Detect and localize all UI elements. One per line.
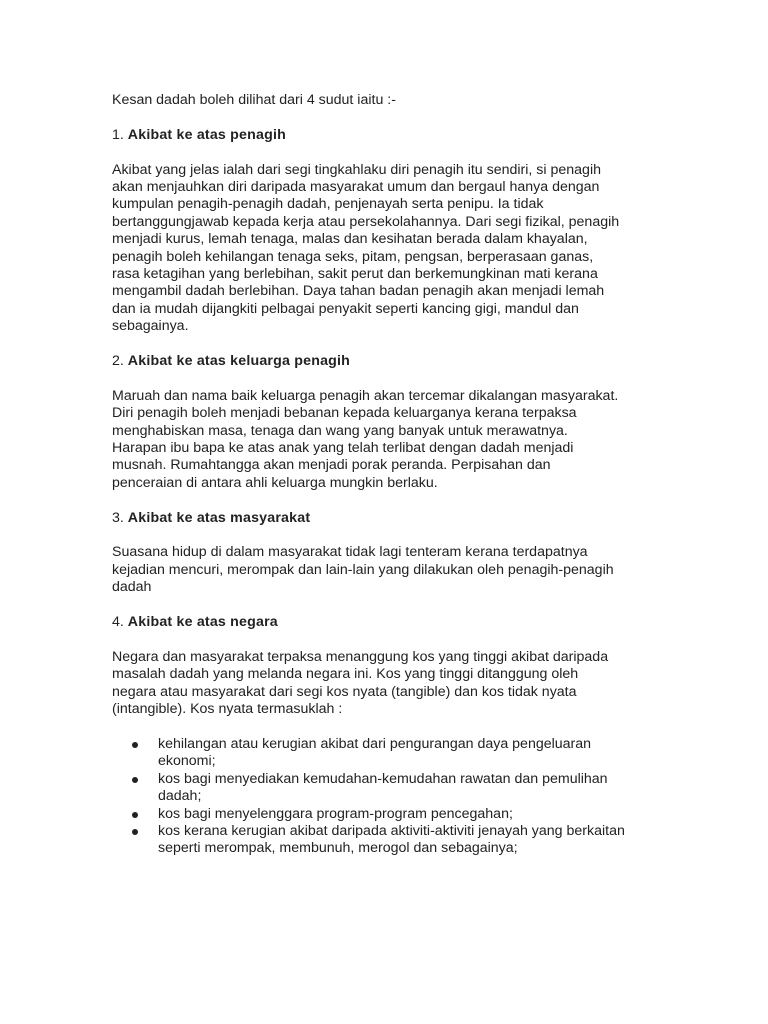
list-item-text: kos bagi menyelenggara program-program pencegahan; bbox=[158, 805, 513, 822]
document-content bbox=[112, 92, 672, 858]
list-item bbox=[112, 771, 672, 806]
section-heading-1 bbox=[112, 127, 672, 144]
section-title: Akibat ke atas penagih bbox=[127, 126, 286, 143]
section-number: 2. bbox=[112, 353, 124, 370]
spacer bbox=[112, 631, 672, 648]
list-item-text: kos kerana kerugian akibat daripada aktiviti-aktiviti jenayah yang berkaitan seperti merompak, membunuh, merogol dan sebagainya; bbox=[158, 822, 625, 857]
cost-bullet-list bbox=[112, 736, 672, 858]
spacer bbox=[112, 527, 672, 544]
bullet-icon bbox=[132, 829, 138, 835]
list-item bbox=[112, 823, 672, 858]
section-body-1: Akibat yang jelas ialah dari segi tingkahlaku diri penagih itu sendiri, si penagih akan menjauhkan diri daripada masyarakat umum dan bergaul hanya dengan kumpulan penagih-penagih dadah, penjenayah serta penipu. Ia tidak bertanggungjawab kepada kerja atau persekolahannya. Dari segi fizikal, penagih menjadi kurus, lemah tenaga, malas dan kesihatan berada dalam khayalan, penagih boleh kehilangan tenaga seks, pitam, pengsan, berperasaan ganas, rasa ketagihan yang berlebihan, sakit perut dan berkemungkinan mati kerana mengambil dadah berlebihan. Daya tahan badan penagih akan menjadi lemah dan ia mudah dijangkiti pelbagai penyakit seperti kancing gigi, mandul dan sebagainya. bbox=[112, 161, 620, 335]
section-title: Akibat ke atas keluarga penagih bbox=[127, 353, 351, 370]
bullet-icon bbox=[132, 742, 138, 748]
section-heading-2 bbox=[112, 353, 672, 370]
section-body-3: Suasana hidup di dalam masyarakat tidak lagi tenteram kerana terdapatnya kejadian mencuri, merompak dan lain-lain yang dilakukan oleh penagih-penagih dadah bbox=[112, 544, 614, 596]
spacer bbox=[112, 492, 672, 509]
section-number: 3. bbox=[112, 509, 124, 526]
spacer bbox=[112, 719, 672, 736]
section-body-4: Negara dan masyarakat terpaksa menanggung kos yang tinggi akibat daripada masalah dadah yang melanda negara ini. Kos yang tinggi ditanggung oleh negara atau masyarakat dari segi kos nyata (tangible) dan kos tidak nyata (intangible). Kos nyata termasuklah : bbox=[112, 648, 609, 718]
section-heading-3 bbox=[112, 510, 672, 527]
bullet-icon bbox=[132, 812, 138, 818]
section-title: Akibat ke atas masyarakat bbox=[127, 509, 311, 526]
section-heading-4 bbox=[112, 614, 672, 631]
bullet-icon bbox=[132, 777, 138, 783]
section-body-2: Maruah dan nama baik keluarga penagih akan tercemar dikalangan masyarakat. Diri penagih boleh menjadi bebanan kepada keluarganya kerana terpaksa menghabiskan masa, tenaga dan wang yang banyak untuk merawatnya. Harapan ibu bapa ke atas anak yang telah terlibat dengan dadah menjadi musnah. Rumahtangga akan menjadi porak peranda. Perpisahan dan penceraian di antara ahli keluarga mungkin berlaku. bbox=[112, 387, 619, 491]
section-number: 4. bbox=[112, 614, 124, 631]
spacer bbox=[112, 144, 672, 161]
spacer bbox=[112, 370, 672, 387]
spacer bbox=[112, 109, 672, 126]
section-number: 1. bbox=[112, 126, 124, 143]
spacer bbox=[112, 336, 672, 353]
intro-text: Kesan dadah boleh dilihat dari 4 sudut iaitu :- bbox=[112, 92, 396, 108]
list-item bbox=[112, 736, 672, 771]
section-title: Akibat ke atas negara bbox=[127, 614, 278, 631]
list-item-text: kehilangan atau kerugian akibat dari pengurangan daya pengeluaran ekonomi; bbox=[158, 735, 592, 770]
spacer bbox=[112, 597, 672, 614]
list-item bbox=[112, 806, 672, 823]
list-item-text: kos bagi menyediakan kemudahan-kemudahan rawatan dan pemulihan dadah; bbox=[158, 770, 608, 805]
